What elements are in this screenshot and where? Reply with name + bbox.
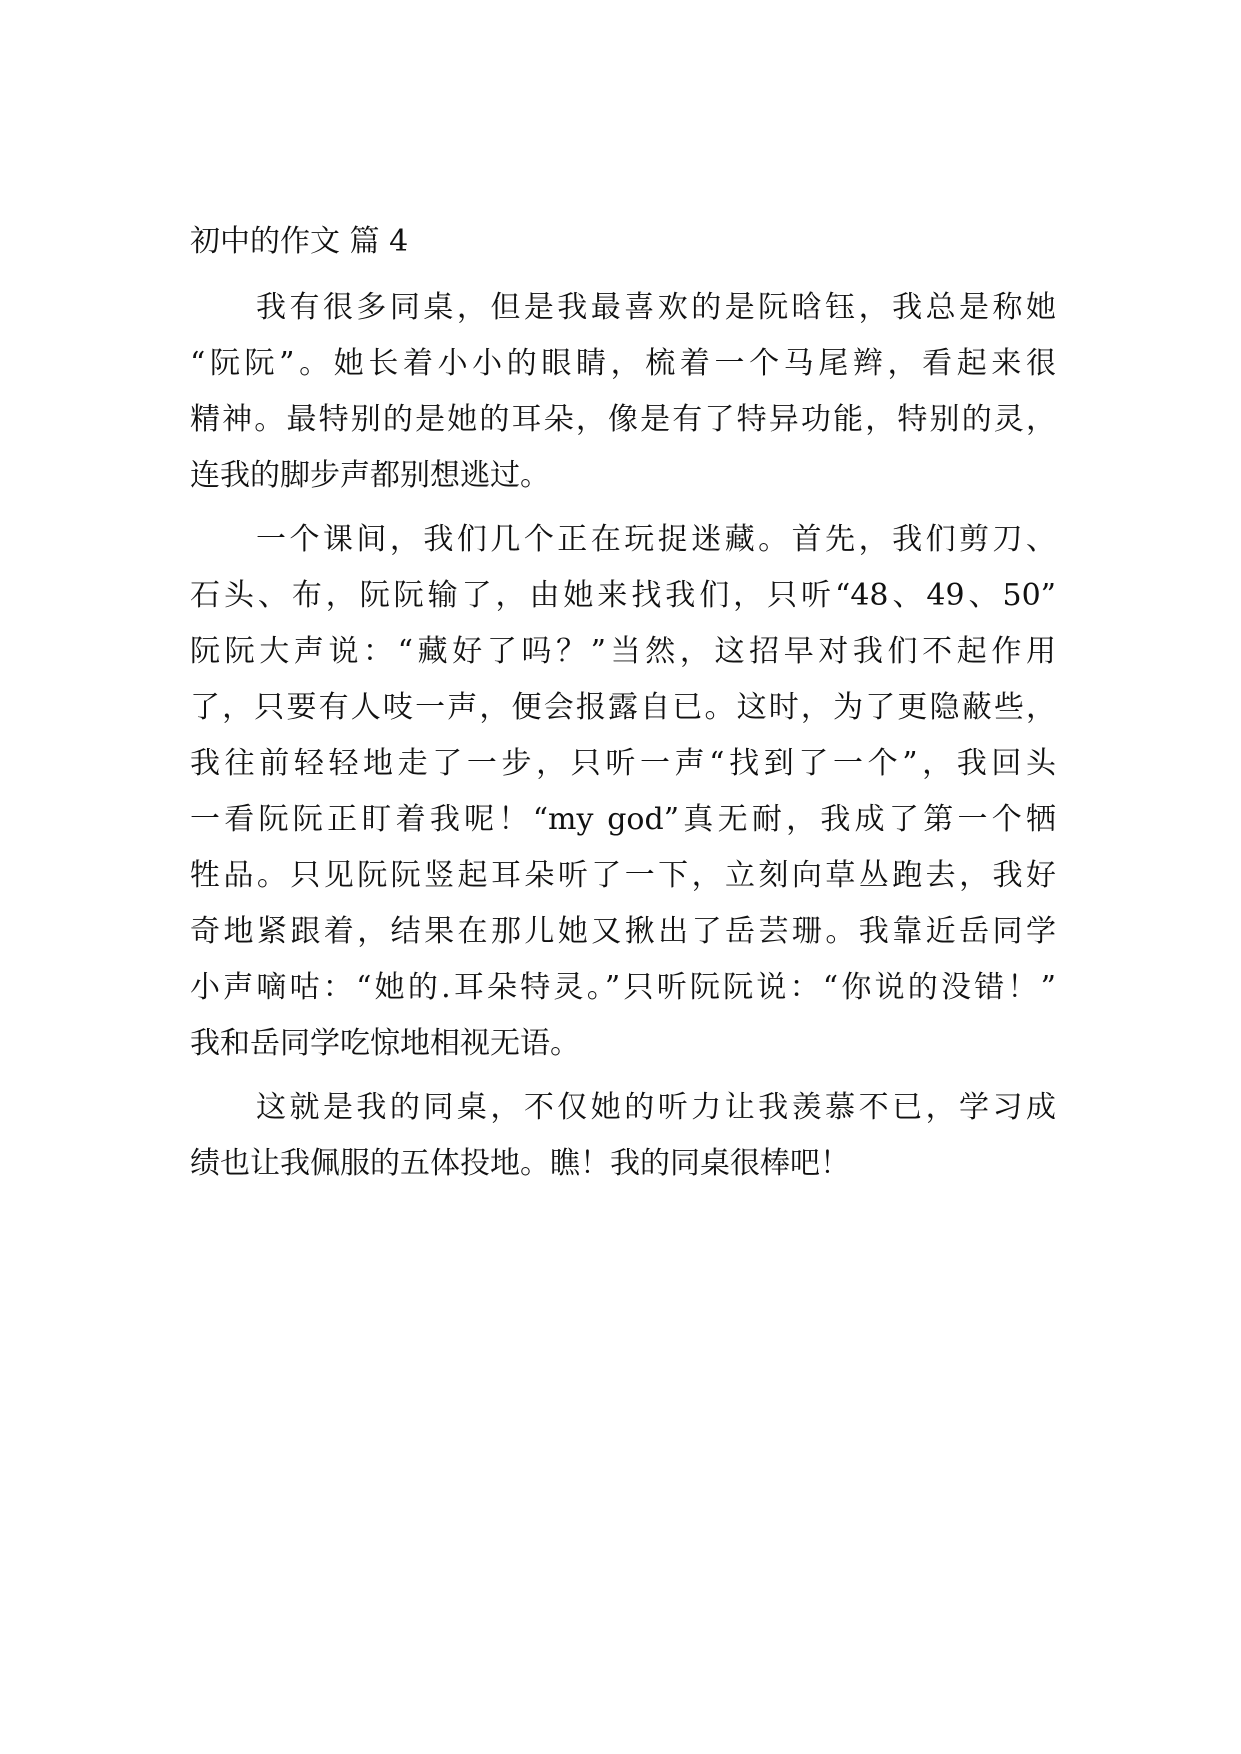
text-line: 这就是我的同桌，不仅她的听力让我羡慕不已，学习成 <box>256 1090 1056 1125</box>
text-line: 绩也让我佩服的五体投地。瞧！我的同桌很棒吧！ <box>190 1146 850 1181</box>
text-line: 一个课间，我们几个正在玩捉迷藏。首先，我们剪刀、 <box>256 522 1056 557</box>
paragraph-2 <box>190 512 1056 1072</box>
text-line: 一看阮阮正盯着我呢！“my god”真无耐，我成了第一个牺 <box>190 802 1056 837</box>
paragraph-1 <box>190 280 1056 504</box>
text-line: 我有很多同桌，但是我最喜欢的是阮晗钰，我总是称她 <box>256 290 1056 325</box>
text-line: 我和岳同学吃惊地相视无语。 <box>190 1026 580 1061</box>
text-line: 连我的脚步声都别想逃过。 <box>190 458 550 493</box>
text-line: 阮阮大声说：“藏好了吗？”当然，这招早对我们不起作用 <box>190 634 1056 669</box>
text-line: 奇地紧跟着，结果在那儿她又揪出了岳芸珊。我靠近岳同学 <box>190 914 1056 949</box>
document-heading: 初中的作文 篇 4 <box>190 224 409 259</box>
text-line: 了，只要有人吱一声，便会报露自已。这时，为了更隐蔽些， <box>190 690 1056 725</box>
text-line: 小声嘀咕：“她的.耳朵特灵。”只听阮阮说：“你说的没错！” <box>190 970 1056 1005</box>
text-line: 牲品。只见阮阮竖起耳朵听了一下，立刻向草丛跑去，我好 <box>190 858 1056 893</box>
document-body <box>190 222 1056 1192</box>
text-line: 精神。最特别的是她的耳朵，像是有了特异功能，特别的灵， <box>190 402 1056 437</box>
text-line: 石头、布，阮阮输了，由她来找我们，只听“48、49、50” <box>190 578 1056 613</box>
text-line: “阮阮”。她长着小小的眼睛，梳着一个马尾辫，看起来很 <box>190 346 1056 381</box>
text-line: 我往前轻轻地走了一步，只听一声“找到了一个”，我回头 <box>190 746 1056 781</box>
paragraph-3 <box>190 1080 1056 1192</box>
